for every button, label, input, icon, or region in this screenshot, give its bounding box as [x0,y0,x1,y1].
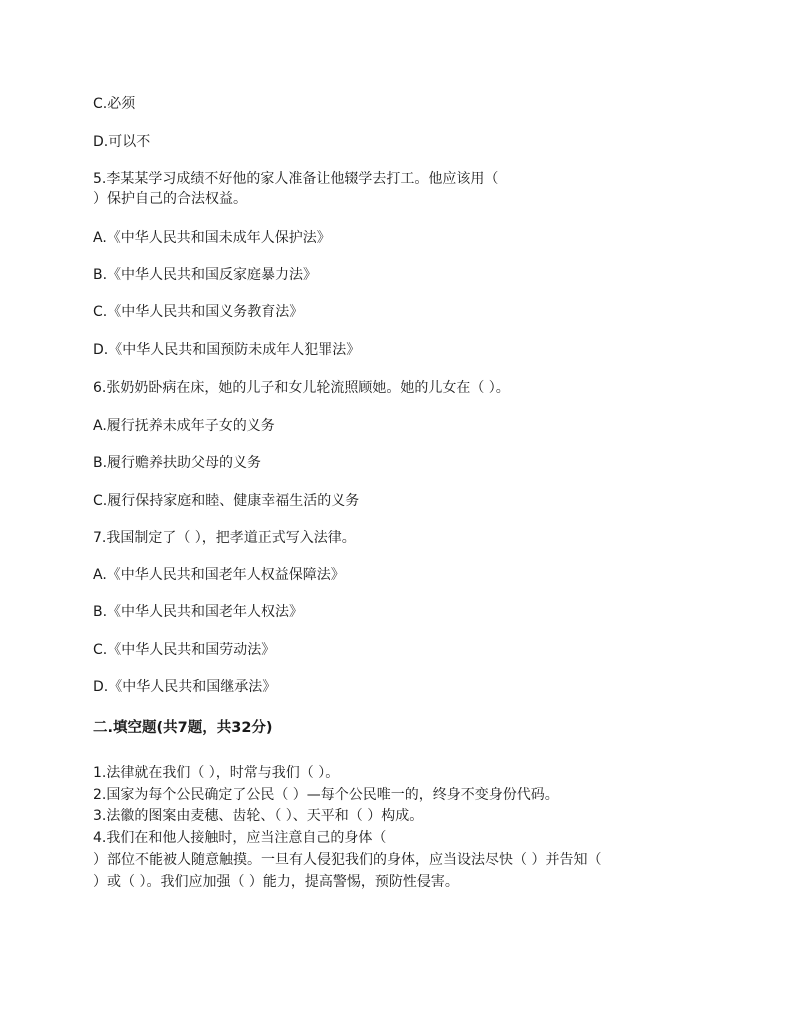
q4-option-c: C.必须 [93,96,136,112]
q6-stem: 6.张奶奶卧病在床，她的儿子和女儿轮流照顾她。她的儿女在（ ）。 [93,380,510,396]
q6-option-c: C.履行保持家庭和睦、健康幸福生活的义务 [93,493,360,509]
q4-option-d: D.可以不 [93,134,151,150]
q7-option-c: C.《中华人民共和国劳动法》 [93,642,276,658]
fill-line-3: 3.法徽的图案由麦穗、齿轮、（ ）、天平和（ ）构成。 [93,808,424,824]
q5-option-a: A.《中华人民共和国未成年人保护法》 [93,230,331,246]
q6-option-b: B.履行赡养扶助父母的义务 [93,455,262,471]
fill-line-4: 4.我们在和他人接触时，应当注意自己的身体（ [93,830,387,846]
q5-stem-line1: 5.李某某学习成绩不好他的家人准备让他辍学去打工。他应该用（ [93,171,499,187]
q5-stem-line2: ）保护自己的合法权益。 [93,191,247,207]
q7-option-b: B.《中华人民共和国老年人权法》 [93,604,304,620]
fill-line-1: 1.法律就在我们（ ），时常与我们（ ）。 [93,765,340,781]
fill-line-5: ）部位不能被人随意触摸。一旦有人侵犯我们的身体，应当设法尽快（ ）并告知（ [93,852,602,868]
section2-heading: 二.填空题(共7题，共32分) [93,720,273,736]
q6-option-a: A.履行抚养未成年子女的义务 [93,418,275,434]
fill-line-6: ）或（ ）。我们应加强（ ）能力，提高警惕，预防性侵害。 [93,874,459,890]
fill-line-2: 2.国家为每个公民确定了公民（ ）—每个公民唯一的，终身不变身份代码。 [93,787,559,803]
q5-option-d: D.《中华人民共和国预防未成年人犯罪法》 [93,342,361,358]
q7-stem: 7.我国制定了（ ），把孝道正式写入法律。 [93,530,356,546]
q7-option-a: A.《中华人民共和国老年人权益保障法》 [93,567,345,583]
q5-option-b: B.《中华人民共和国反家庭暴力法》 [93,267,318,283]
q7-option-d: D.《中华人民共和国继承法》 [93,679,277,695]
q5-option-c: C.《中华人民共和国义务教育法》 [93,304,304,320]
